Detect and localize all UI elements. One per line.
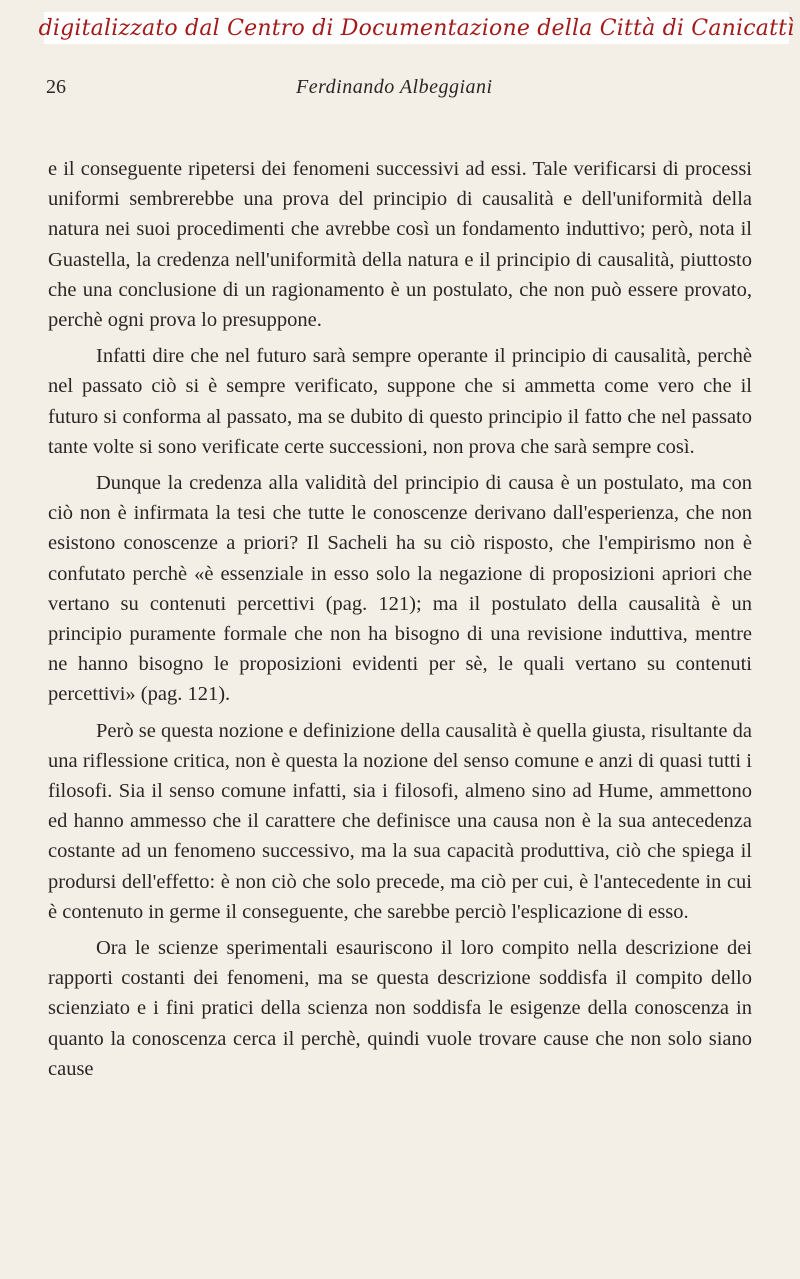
paragraph: e il conseguente ripetersi dei fenomeni successivi ad essi. Tale verificarsi di processi uniformi sembrerebbe una prova del principio di causalità e dell'uniformità della natura nei suoi procedimenti che avrebbe così un fondamento induttivo; però, nota il Guastella, la credenza nell'uniformità della natura e il principio di causalità, piuttosto che una conclusione di un ragionamento è un postulato, che non può essere provato, perchè ogni prova lo presuppone. [48, 158, 752, 332]
running-head-author: Ferdinando Albeggiani [296, 76, 493, 98]
paragraph: Però se questa nozione e definizione della causalità è quella giusta, risultante da una riflessione critica, non è questa la nozione del senso comune e anzi di quasi tutti i filosofi. Sia il senso comune infatti, sia i filosofi, almeno sino ad Hume, ammettono ed hanno ammesso che il carattere che definisce una causa non è la sua antecedenza costante ad un fenomeno successivo, ma la sua capacità produttiva, ciò che spiega il prodursi dell'effetto: è non ciò che solo precede, ma ciò per cui, è l'antecedente in cui è contenuto in germe il conseguente, che sarebbe perciò l'esplicazione di esso. [48, 719, 752, 923]
page-number: 26 [46, 76, 66, 98]
page-header [46, 76, 746, 104]
paragraph: Dunque la credenza alla validità del principio di causa è un postulato, ma con ciò non è infirmata la tesi che tutte le conoscenze derivano dall'esperienza, che non esistono conoscenze a priori? Il Sacheli ha su ciò risposto, che l'empirismo non è confutato perchè «è essenziale in esso solo la negazione di proposizioni apriori che vertano su contenuti percettivi (pag. 121); ma il postulato della causalità è un principio puramente formale che non ha bisogno di una revisione induttiva, mentre ne hanno bisogno le proposizioni evidenti per sè, le quali vertano su contenuti percettivi» (pag. 121). [48, 472, 752, 706]
watermark-text: digitalizzato dal Centro di Documentazione della Città di Canicattì [38, 15, 795, 41]
digitization-watermark [38, 12, 795, 44]
paragraph: Ora le scienze sperimentali esauriscono il loro compito nella descrizione dei rapporti costanti dei fenomeni, ma se questa descrizione soddisfa il compito dello scienziato e i fini pratici della scienza non soddisfa le esigenze della conoscenza in quanto la conoscenza cerca il perchè, quindi vuole trovare cause che non solo siano cause [48, 937, 752, 1080]
body-text [48, 154, 752, 1090]
paragraph: Infatti dire che nel futuro sarà sempre operante il principio di causalità, perchè nel passato ciò si è sempre verificato, suppone che si ammetta come vero che il futuro si conforma al passato, ma se dubito di questo principio il fatto che nel passato tante volte si sono verificate certe successioni, non prova che sarà sempre così. [48, 345, 752, 458]
